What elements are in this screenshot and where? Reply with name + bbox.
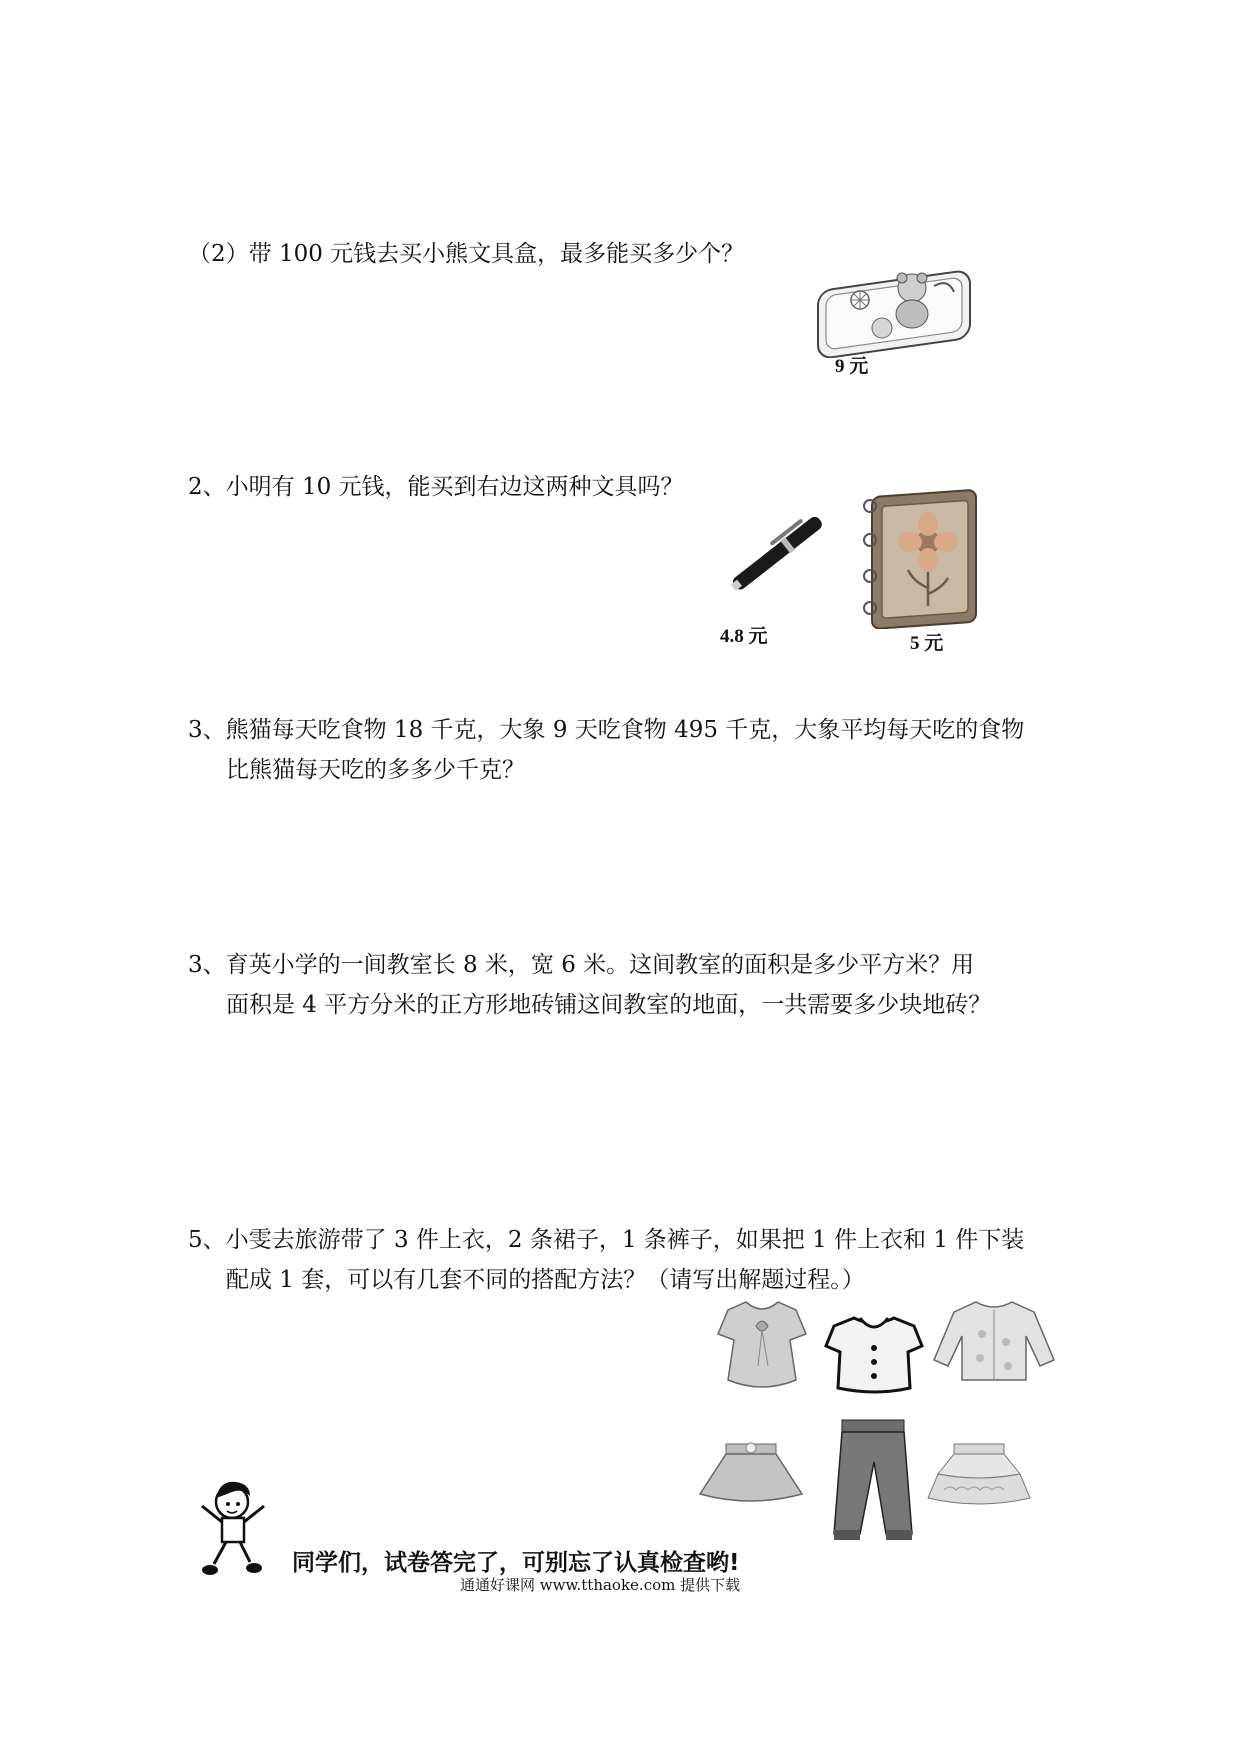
pen-price: 4.8 元 (720, 626, 768, 647)
notebook-image (858, 484, 988, 633)
pen-image (718, 496, 838, 615)
closing-message: 同学们，试卷答完了，可别忘了认真检查哟! (292, 1550, 740, 1576)
dress-top-image (712, 1296, 812, 1395)
pencil-case-price: 9 元 (835, 356, 869, 377)
question-5-line-2: 配成 1 套，可以有几套不同的搭配方法？（请写出解题过程。） (226, 1267, 865, 1293)
notebook-price: 5 元 (910, 633, 944, 654)
question-1-2: （2）带 100 元钱去买小熊文具盒，最多能买多少个？ (188, 241, 745, 267)
pencil-case-image (812, 258, 977, 362)
question-5-line-1: 5、小雯去旅游带了 3 件上衣，2 条裙子，1 条裤子，如果把 1 件上衣和 1 件下装 (188, 1227, 1025, 1253)
blouse-top-image (932, 1296, 1057, 1390)
question-2: 2、小明有 10 元钱，能买到右边这两种文具吗？ (188, 474, 684, 500)
question-3-line-1: 3、熊猫每天吃食物 18 千克，大象 9 天吃食物 495 千克，大象平均每天吃的食物 (188, 717, 1025, 743)
cartoon-kid-image (192, 1476, 272, 1590)
question-3b-line-2: 面积是 4 平方分米的正方形地砖铺这间教室的地面，一共需要多少块地砖？ (226, 992, 992, 1018)
trousers-image (828, 1416, 918, 1550)
page-footer: 通通好课网 www.tthaoke.com 提供下载 (460, 1576, 741, 1594)
question-3b-line-1: 3、育英小学的一间教室长 8 米，宽 6 米。这间教室的面积是多少平方米？用 (188, 952, 975, 978)
skirt-image (696, 1438, 806, 1512)
shirt-top-image (824, 1308, 924, 1402)
ruffled-skirt-image (924, 1440, 1034, 1514)
question-3-line-2: 比熊猫每天吃的多多少千克？ (226, 757, 525, 783)
